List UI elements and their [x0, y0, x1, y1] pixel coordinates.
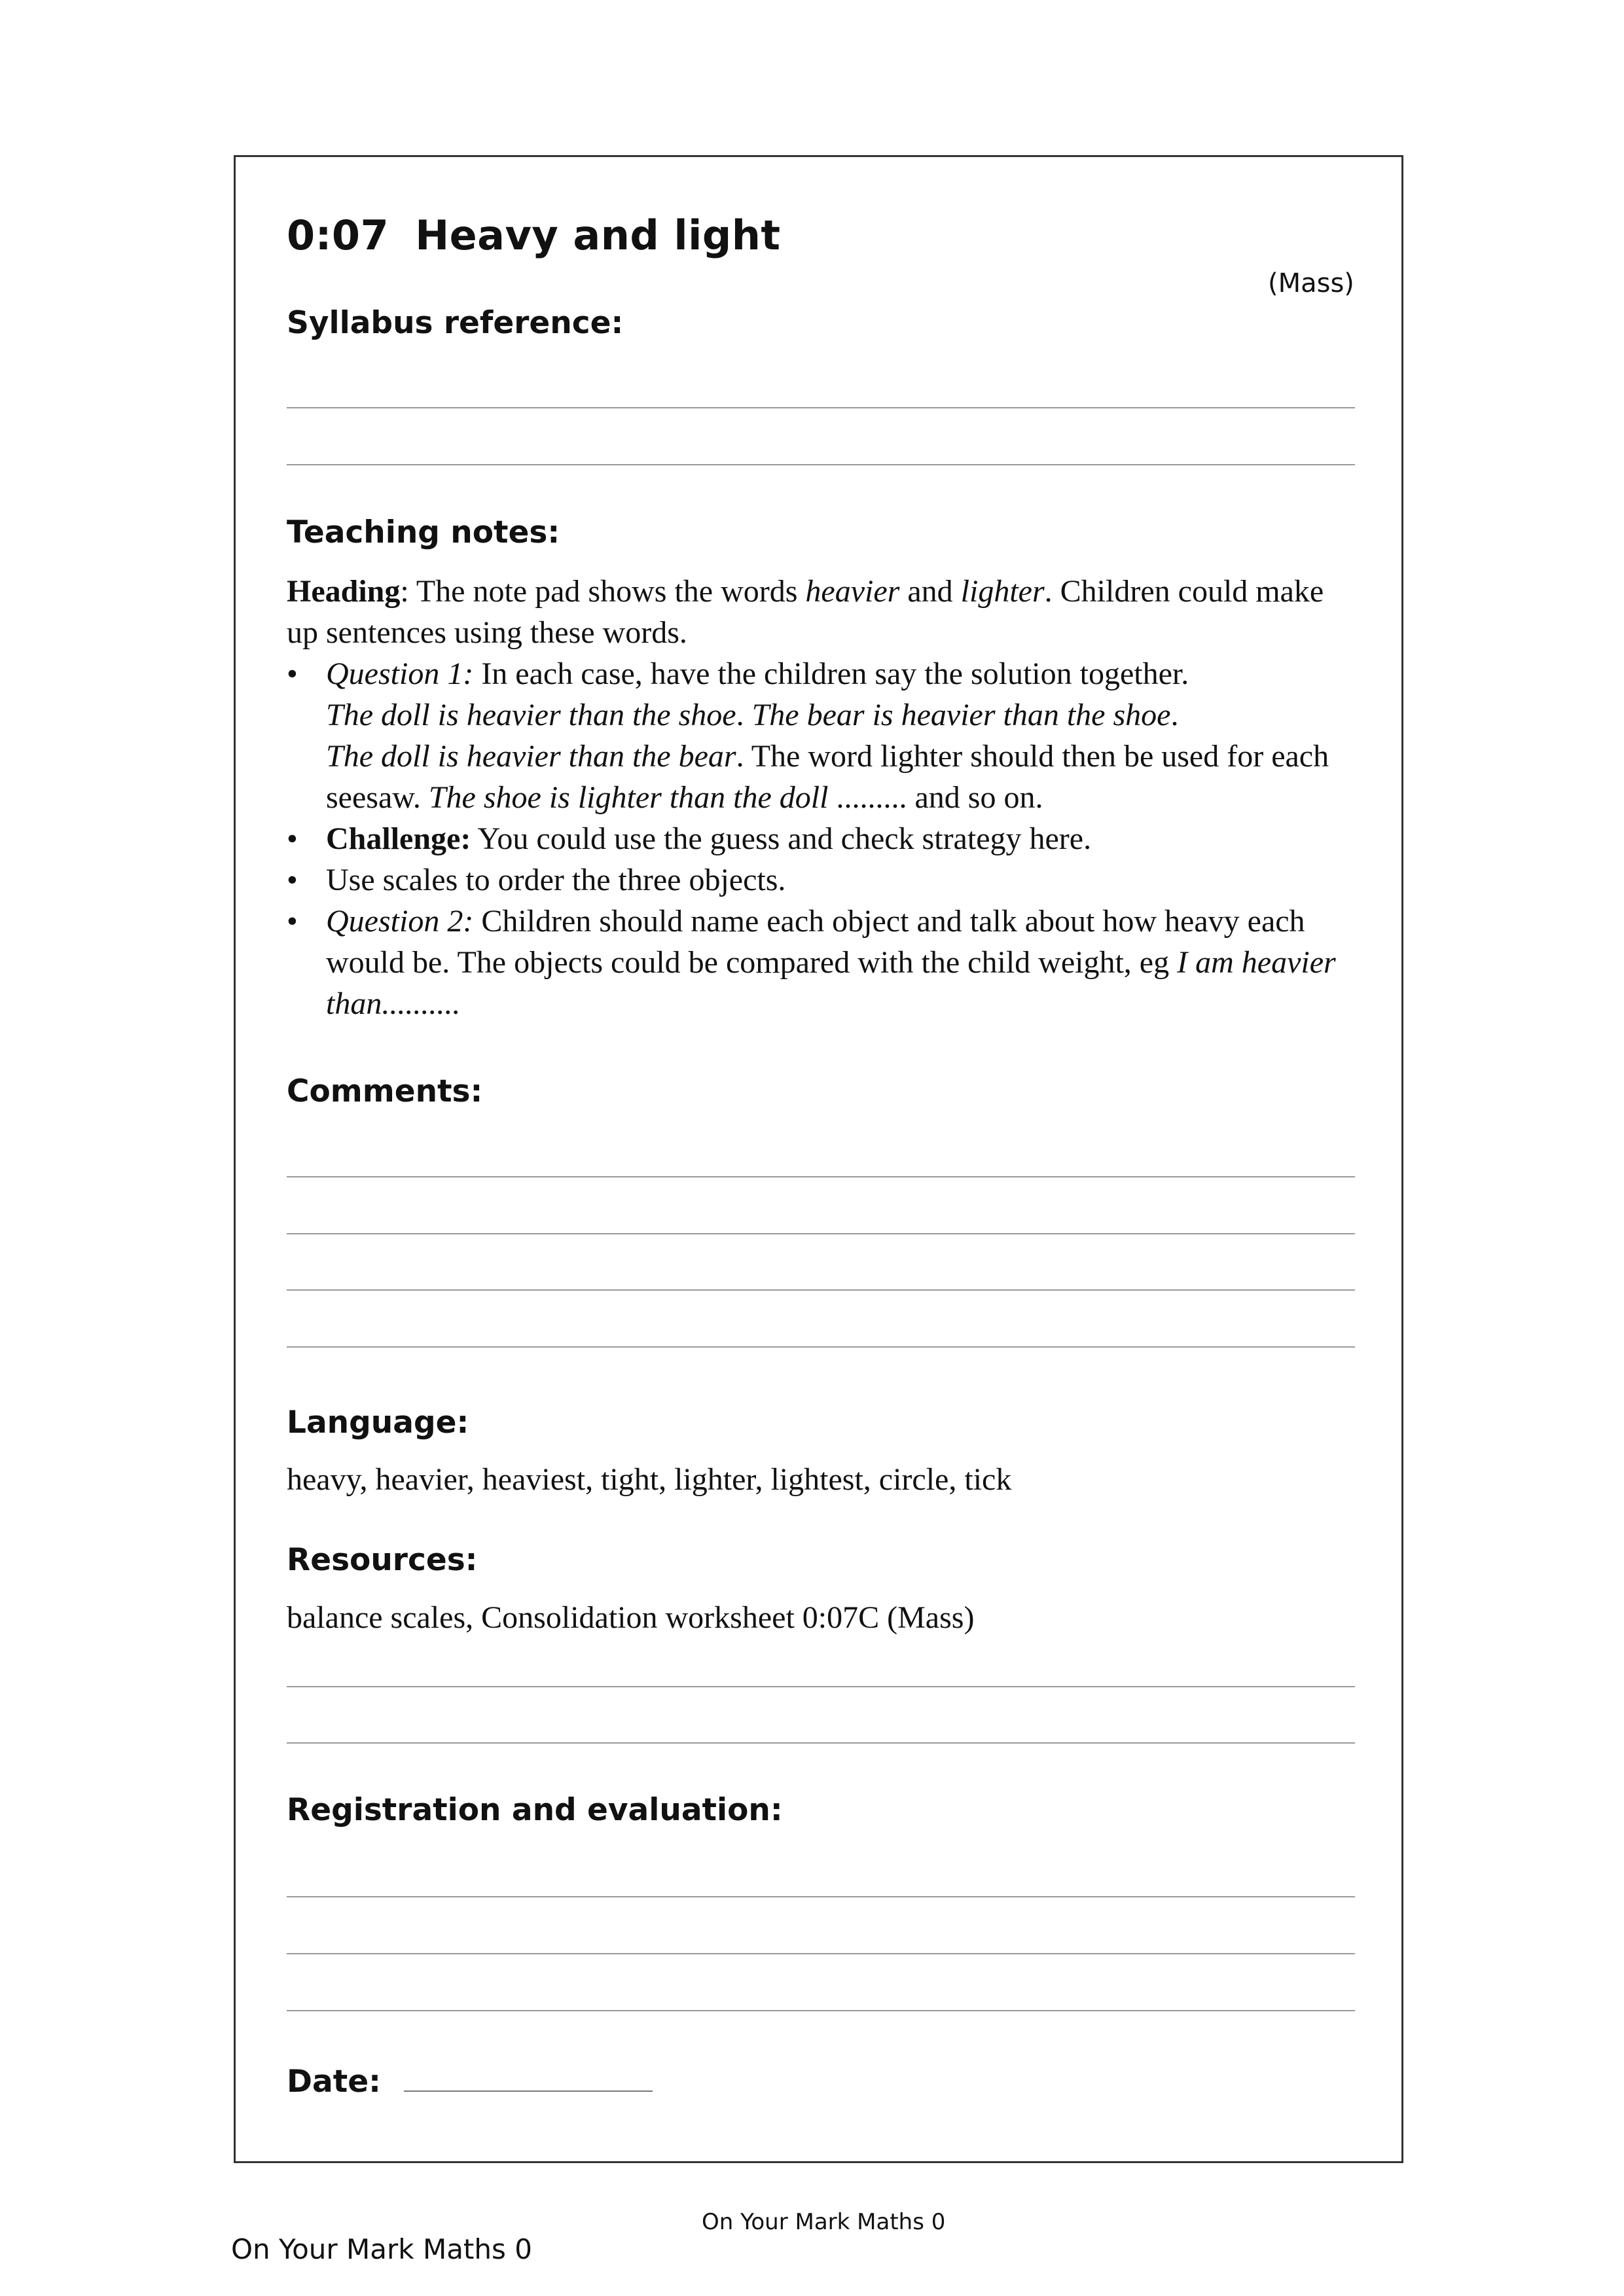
- date-label: Date:: [287, 2064, 381, 2100]
- syllabus-heading: Syllabus reference:: [287, 305, 624, 341]
- registration-line-1[interactable]: [287, 1896, 1355, 1897]
- challenge-note: • Challenge: You could use the guess and check strategy here.: [287, 818, 1360, 859]
- resources-line-2[interactable]: [287, 1742, 1355, 1744]
- footer-left: On Your Mark Maths 0: [231, 2233, 532, 2265]
- footer-center: On Your Mark Maths 0: [702, 2209, 946, 2235]
- question-2-note: • Question 2: Children should name each object and talk about how heavy each would be. The objects could be compared with the child weight, eg I am heavier than..........: [287, 901, 1360, 1024]
- registration-heading: Registration and evaluation:: [287, 1792, 783, 1828]
- page-title: [287, 211, 781, 259]
- comments-heading: Comments:: [287, 1073, 483, 1109]
- syllabus-line-1[interactable]: [287, 407, 1355, 408]
- registration-line-3[interactable]: [287, 2010, 1355, 2011]
- heading-note: Heading: The note pad shows the words heavier and lighter. Children could make up sentences using these words.: [287, 574, 1324, 650]
- question-1-note: • Question 1: In each case, have the children say the solution together. The doll is heavier than the shoe. The bear is heavier than the shoe. The doll is heavier than the bear. The word lighter should then be used for each seesaw. The shoe is lighter than the doll ......... and so on.: [287, 653, 1360, 818]
- syllabus-line-2[interactable]: [287, 464, 1355, 465]
- language-text: heavy, heavier, heaviest, tight, lighter, lightest, circle, tick: [287, 1462, 1012, 1497]
- date-field[interactable]: [404, 2090, 653, 2092]
- teaching-notes: [287, 571, 1360, 1024]
- registration-line-2[interactable]: [287, 1953, 1355, 1954]
- comments-line-4[interactable]: [287, 1346, 1355, 1348]
- lesson-code: 0:07: [287, 211, 389, 259]
- resources-text: balance scales, Consolidation worksheet 0:07C (Mass): [287, 1600, 975, 1635]
- comments-line-3[interactable]: [287, 1289, 1355, 1291]
- lesson-title: Heavy and light: [415, 211, 781, 259]
- scales-note: • Use scales to order the three objects.: [287, 859, 1360, 901]
- language-heading: Language:: [287, 1405, 469, 1441]
- resources-heading: Resources:: [287, 1542, 478, 1578]
- resources-line-1[interactable]: [287, 1686, 1355, 1687]
- teaching-heading: Teaching notes:: [287, 514, 560, 550]
- comments-line-2[interactable]: [287, 1233, 1355, 1234]
- page-frame: [234, 155, 1403, 2163]
- strand-label: (Mass): [1268, 268, 1354, 298]
- comments-line-1[interactable]: [287, 1176, 1355, 1177]
